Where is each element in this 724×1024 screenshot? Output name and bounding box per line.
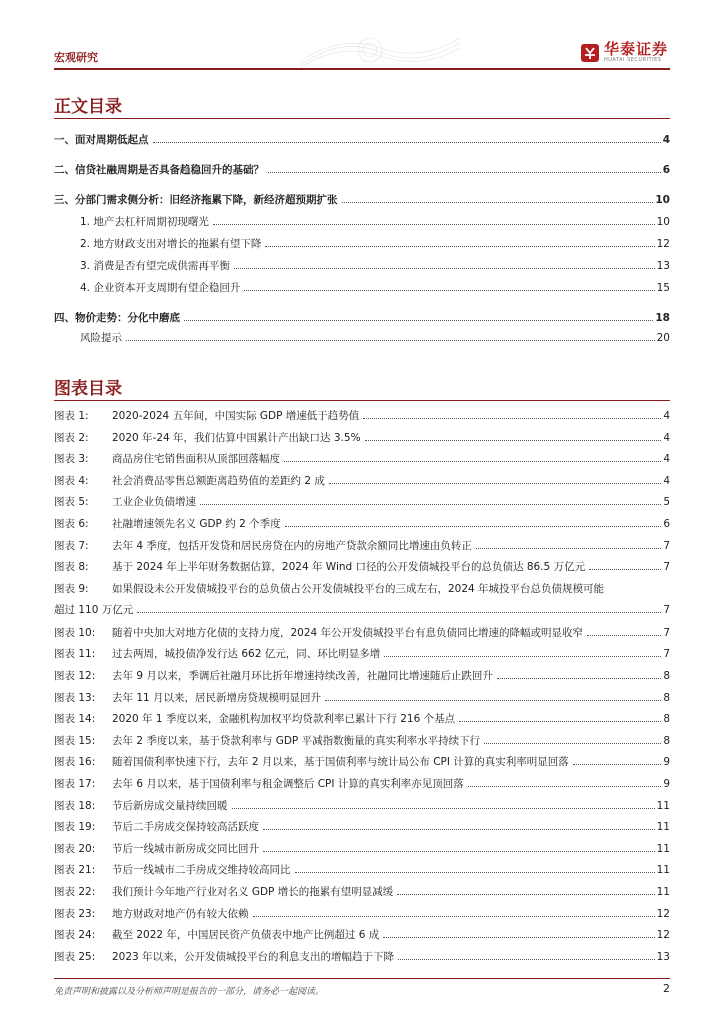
figure-text: 过去两周，城投债净发行达 662 亿元，同、环比明显多增	[112, 648, 381, 661]
dot-leader	[363, 418, 661, 419]
toc-entry[interactable]	[54, 330, 670, 345]
dot-leader	[153, 142, 661, 143]
dot-leader	[476, 548, 661, 549]
figure-page: 8	[663, 734, 670, 747]
dot-leader	[365, 440, 662, 441]
figure-entry[interactable]	[54, 906, 670, 921]
figure-page: 6	[663, 518, 670, 530]
figure-entry[interactable]	[54, 625, 670, 640]
figure-page: 7	[663, 539, 670, 552]
figure-entry[interactable]	[54, 862, 670, 877]
toc-entry[interactable]	[54, 310, 670, 325]
dot-leader	[468, 786, 662, 787]
dot-leader	[232, 808, 655, 809]
dot-leader	[263, 829, 655, 830]
dot-leader	[484, 743, 661, 744]
figure-entry[interactable]	[54, 538, 670, 553]
figure-entry[interactable]	[54, 690, 670, 705]
toc-title-rule	[54, 118, 670, 119]
figure-page: 13	[656, 950, 670, 963]
logo-name-en: HUATAI SECURITIES	[604, 57, 662, 63]
toc-entry-text: 3. 消费是否有望完成供需再平衡	[80, 260, 230, 272]
toc-entry-page: 13	[656, 260, 670, 272]
toc-entry[interactable]	[54, 236, 670, 251]
figure-entry[interactable]	[54, 819, 670, 834]
figure-title-rule	[54, 400, 670, 401]
figure-label: 图表 9:	[54, 582, 89, 595]
toc-title: 正文目录	[54, 97, 122, 117]
figure-page: 11	[656, 799, 670, 812]
figure-page: 7	[663, 626, 670, 639]
figure-text: 去年 11 月以来，居民新增房贷规模明显回升	[112, 691, 322, 704]
figure-text: 如果假设未公开发债城投平台的总负债占公开发债城投平台的三成左右，2024 年城投平台总负债规模可能	[112, 582, 605, 595]
dot-leader	[384, 656, 661, 657]
figure-label: 图表 1:	[54, 410, 89, 422]
figure-label: 图表 24:	[54, 929, 96, 942]
figure-text: 我们预计今年地产行业对名义 GDP 增长的拖累有望明显减缓	[112, 886, 394, 898]
header-rule	[54, 68, 670, 70]
toc-entry-text: 风险提示	[80, 332, 122, 344]
figure-text: 2023 年以来，公开发债城投平台的利息支出的增幅趋于下降	[112, 950, 395, 963]
figure-page: 7	[663, 648, 670, 661]
toc-entry-page: 12	[656, 238, 670, 250]
figure-entry[interactable]	[54, 711, 670, 726]
figure-page: 7	[663, 603, 670, 616]
figure-text: 2020 年-24 年，我们估算中国累计产出缺口达 3.5%	[112, 431, 361, 444]
figure-page: 8	[663, 713, 670, 726]
figure-label: 图表 18:	[54, 799, 96, 812]
figure-entry[interactable]	[54, 927, 670, 942]
dot-leader	[497, 678, 661, 679]
figure-label: 图表 8:	[54, 561, 89, 574]
toc-entry-text: 1. 地产去杠杆周期初现曙光	[80, 216, 209, 228]
dot-leader	[268, 172, 661, 173]
figure-entry[interactable]	[54, 798, 670, 813]
figure-label: 图表 4:	[54, 474, 89, 487]
figure-entry[interactable]	[54, 581, 670, 617]
toc-entry-page: 10	[655, 194, 670, 206]
section-label: 宏观研究	[54, 51, 98, 64]
dot-leader	[329, 483, 661, 484]
figure-text: 节后一线城市新房成交同比回升	[112, 842, 259, 855]
huatai-logo	[580, 41, 668, 64]
header-decoration-graphic	[300, 36, 460, 68]
toc-entry-text: 一、面对周期低起点	[54, 134, 149, 146]
dot-leader	[200, 504, 661, 505]
dot-leader	[126, 340, 655, 341]
figure-text: 去年 9 月以来，季调后社融月环比折年增速持续改善，社融同比增速随后止跌回升	[112, 670, 493, 682]
figure-page: 11	[656, 864, 670, 877]
dot-leader	[285, 526, 662, 527]
logo-mark-icon	[580, 43, 600, 63]
figure-label: 图表 10:	[54, 626, 96, 639]
figure-page: 8	[663, 691, 670, 704]
figure-text-continued: 超过 110 万亿元	[54, 603, 134, 616]
figure-page: 4	[663, 410, 670, 422]
dot-leader	[295, 872, 655, 873]
figure-text: 节后一线城市二手房成交维持较高同比	[112, 864, 291, 877]
dot-leader	[184, 320, 653, 321]
figure-entry[interactable]	[54, 559, 670, 574]
dot-leader	[244, 290, 654, 291]
figure-label: 图表 7:	[54, 539, 89, 552]
dot-leader	[589, 569, 661, 570]
figure-entry[interactable]	[54, 430, 670, 445]
figure-page: 8	[663, 670, 670, 682]
dot-leader	[137, 612, 661, 613]
figure-label: 图表 3:	[54, 453, 89, 466]
toc-entry-page: 4	[662, 134, 670, 146]
figure-entry[interactable]	[54, 646, 670, 661]
dot-leader	[397, 894, 654, 895]
toc-entry-text: 2. 地方财政支出对增长的拖累有望下降	[80, 238, 262, 250]
figure-label: 图表 15:	[54, 734, 96, 747]
figure-page: 4	[663, 453, 670, 466]
figure-label: 图表 2:	[54, 431, 89, 444]
figure-entry[interactable]	[54, 754, 670, 769]
figure-label: 图表 14:	[54, 713, 96, 726]
toc-entry-text: 四、物价走势：分化中磨底	[54, 312, 180, 324]
figure-page: 11	[656, 821, 670, 834]
figure-page: 9	[663, 756, 670, 769]
figure-entry[interactable]	[54, 451, 670, 466]
dot-leader	[573, 764, 662, 765]
toc-entry-page: 15	[656, 282, 670, 294]
dot-leader	[398, 959, 655, 960]
dot-leader	[325, 700, 661, 701]
dot-leader	[253, 916, 655, 917]
toc-entry[interactable]	[54, 162, 670, 177]
figure-text: 社融增速领先名义 GDP 约 2 个季度	[112, 518, 281, 530]
footer-disclaimer: 免责声明和披露以及分析师声明是报告的一部分，请务必一起阅读。	[54, 987, 325, 997]
logo-name-cn: 华泰证券	[604, 40, 669, 58]
toc-entry-text: 二、信贷社融周期是否具备趋稳回升的基础？	[54, 164, 264, 176]
figure-text: 商品房住宅销售面积从顶部回落幅度	[112, 453, 280, 466]
dot-leader	[234, 268, 655, 269]
figure-text: 地方财政对地产仍有较大依赖	[112, 907, 249, 920]
figure-list-title: 图表目录	[54, 379, 122, 399]
figure-page: 5	[663, 496, 670, 509]
figure-entry[interactable]	[54, 516, 670, 531]
figure-entry[interactable]	[54, 733, 670, 748]
figure-page: 12	[656, 907, 670, 920]
figure-entry[interactable]	[54, 408, 670, 423]
figure-page: 4	[663, 431, 670, 444]
figure-label: 图表 5:	[54, 496, 89, 509]
figure-label: 图表 11:	[54, 648, 96, 661]
toc-entry[interactable]	[54, 192, 670, 207]
figure-label: 图表 6:	[54, 518, 89, 530]
toc-entry-page: 18	[655, 312, 670, 324]
figure-page: 9	[663, 778, 670, 790]
toc-entry[interactable]	[54, 280, 670, 295]
dot-leader	[265, 246, 654, 247]
toc-entry-page: 10	[656, 216, 670, 228]
figure-label: 图表 20:	[54, 842, 96, 855]
toc-entry[interactable]	[54, 258, 670, 273]
figure-text: 去年 4 季度，包括开发贷和居民房贷在内的房地产贷款余额同比增速由负转正	[112, 539, 472, 552]
dot-leader	[587, 635, 661, 636]
figure-text: 社会消费品零售总额距离趋势值的差距约 2 成	[112, 474, 325, 487]
figure-label: 图表 13:	[54, 691, 96, 704]
figure-page: 11	[656, 842, 670, 855]
dot-leader	[459, 721, 661, 722]
figure-page: 12	[656, 929, 670, 942]
toc-entry-text: 4. 企业资本开支周期有望企稳回升	[80, 282, 241, 294]
page-number: 2	[663, 982, 670, 995]
figure-label: 图表 25:	[54, 950, 96, 963]
figure-text: 节后二手房成交保持较高活跃度	[112, 821, 259, 834]
figure-label: 图表 22:	[54, 886, 96, 898]
figure-text: 2020 年 1 季度以来，金融机构加权平均贷款利率已累计下行 216 个基点	[112, 713, 456, 726]
dot-leader	[383, 937, 654, 938]
dot-leader	[263, 851, 655, 852]
figure-page: 7	[663, 561, 670, 574]
dot-leader	[213, 224, 655, 225]
figure-text: 2020-2024 五年间，中国实际 GDP 增速低于趋势值	[112, 410, 360, 422]
figure-page: 11	[656, 886, 670, 898]
figure-entry[interactable]	[54, 776, 670, 791]
figure-text: 节后新房成交量持续回暖	[112, 799, 228, 812]
figure-entry[interactable]	[54, 473, 670, 488]
toc-entry-page: 20	[656, 332, 670, 344]
figure-text: 随着中央加大对地方化债的支持力度，2024 年公开发债城投平台有息负债同比增速的降幅或明显收窄	[112, 626, 584, 639]
dot-leader	[284, 461, 661, 462]
figure-text: 工业企业负债增速	[112, 496, 196, 509]
figure-text: 随着国债利率快速下行，去年 2 月以来，基于国债利率与统计局公布 CPI 计算的真实利率明显回落	[112, 756, 569, 769]
figure-entry[interactable]	[54, 949, 670, 964]
toc-entry-page: 6	[662, 164, 670, 176]
figure-label: 图表 12:	[54, 670, 96, 682]
figure-entry[interactable]	[54, 494, 670, 509]
figure-text: 去年 6 月以来，基于国债利率与租金调整后 CPI 计算的真实利率亦见顶回落	[112, 778, 464, 790]
figure-label: 图表 17:	[54, 778, 96, 790]
dot-leader	[342, 202, 654, 203]
figure-text: 去年 2 季度以来，基于贷款利率与 GDP 平减指数衡量的真实利率水平持续下行	[112, 734, 481, 747]
figure-entry[interactable]	[54, 841, 670, 856]
figure-text: 基于 2024 年上半年财务数据估算，2024 年 Wind 口径的公开发债城投平台的总负债达 86.5 万亿元	[112, 561, 586, 574]
toc-entry[interactable]	[54, 214, 670, 229]
figure-text: 截至 2022 年，中国居民资产负债表中地产比例超过 6 成	[112, 929, 380, 942]
toc-entry[interactable]	[54, 132, 670, 147]
figure-label: 图表 21:	[54, 864, 96, 877]
figure-label: 图表 23:	[54, 907, 96, 920]
figure-label: 图表 16:	[54, 756, 96, 769]
figure-page: 4	[663, 474, 670, 487]
figure-label: 图表 19:	[54, 821, 96, 834]
footer-rule	[54, 978, 670, 979]
figure-entry[interactable]	[54, 884, 670, 899]
figure-entry[interactable]	[54, 668, 670, 683]
toc-entry-text: 三、分部门需求侧分析：旧经济拖累下降，新经济超预期扩张	[54, 194, 338, 206]
